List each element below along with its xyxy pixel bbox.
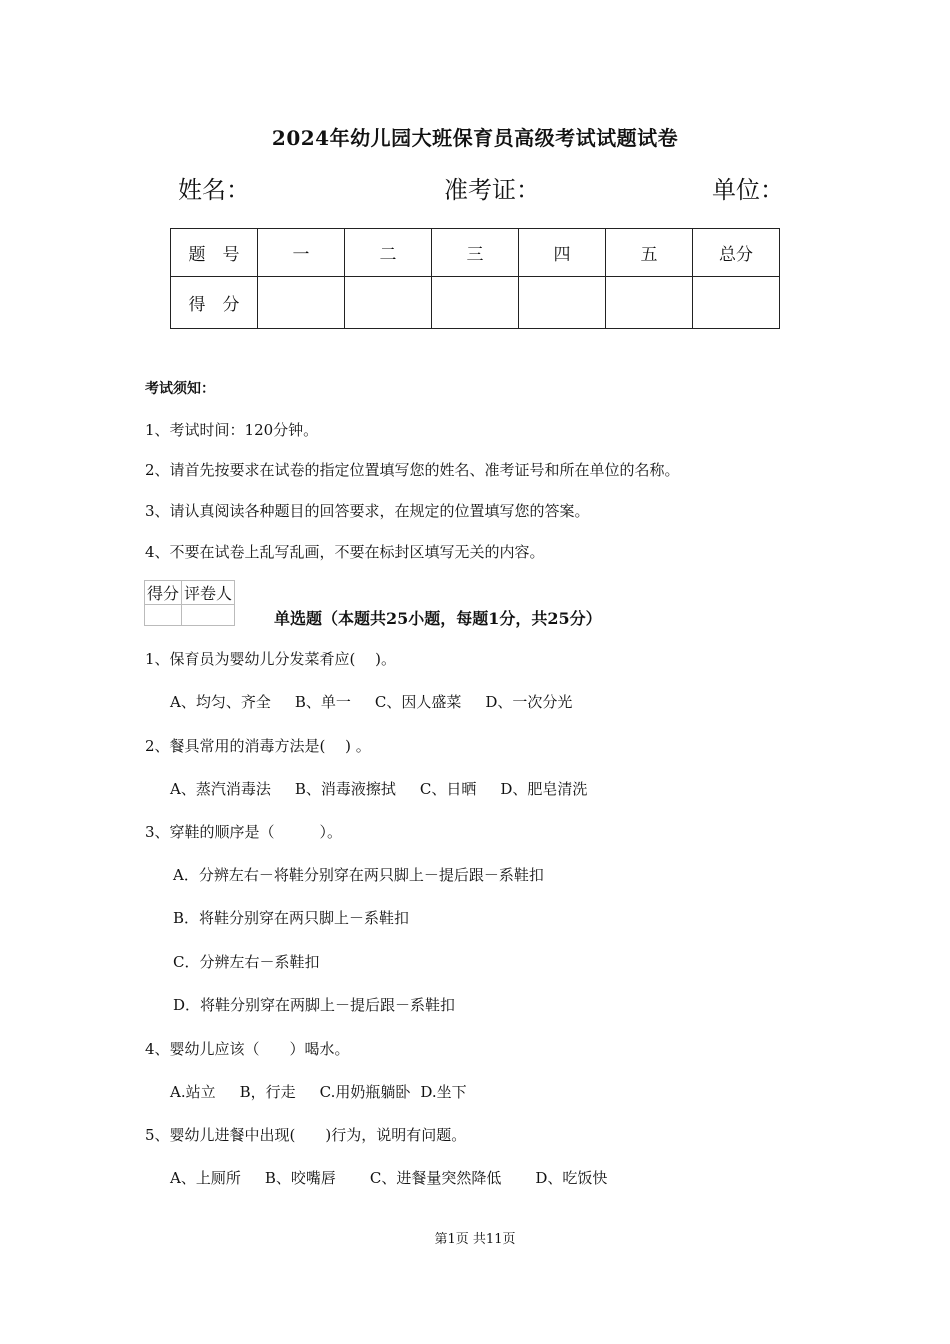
option: B，行走 xyxy=(239,1083,296,1101)
grader-reviewer-label: 评卷人 xyxy=(182,581,235,605)
question-options xyxy=(170,691,572,712)
option: A、蒸汽消毒法 xyxy=(170,780,271,798)
notice-item: 1、考试时间：120分钟。 xyxy=(145,421,319,439)
grader-score-label: 得分 xyxy=(145,581,182,605)
question-stem: 2、餐具常用的消毒方法是( ) 。 xyxy=(145,737,371,755)
column-header: 五 xyxy=(606,229,693,277)
option: D、一次分光 xyxy=(485,693,573,711)
option: B、咬嘴唇 xyxy=(264,1169,336,1187)
question-stem: 4、婴幼儿应该（ ）喝水。 xyxy=(145,1040,350,1058)
grader-box xyxy=(144,580,235,626)
option: B、消毒液擦拭 xyxy=(294,780,396,798)
exam-id-label: 准考证： xyxy=(444,176,540,204)
score-cell xyxy=(606,277,693,329)
score-table-header-row xyxy=(171,229,780,277)
option: D.坐下 xyxy=(420,1083,467,1101)
question-stem: 5、婴幼儿进餐中出现( )行为，说明有问题。 xyxy=(145,1126,467,1144)
score-table-score-row xyxy=(171,277,780,329)
option: B．将鞋分别穿在两只脚上－系鞋扣 xyxy=(173,909,410,927)
question-options xyxy=(170,1167,607,1188)
score-table xyxy=(170,228,780,329)
option: A.站立 xyxy=(170,1083,216,1101)
section-title: 单选题（本题共25小题，每题1分，共25分） xyxy=(274,609,602,628)
name-label: 姓名： xyxy=(178,176,250,204)
grader-reviewer-cell xyxy=(182,605,235,626)
score-cell xyxy=(519,277,606,329)
score-cell-total xyxy=(693,277,780,329)
option: C．分辨左右－系鞋扣 xyxy=(173,953,320,971)
option: B、单一 xyxy=(294,693,351,711)
option: A、上厕所 xyxy=(170,1169,241,1187)
option: D、吃饭快 xyxy=(535,1169,608,1187)
score-cell xyxy=(345,277,432,329)
column-header: 二 xyxy=(345,229,432,277)
option: C、日晒 xyxy=(419,780,477,798)
option: C、进餐量突然降低 xyxy=(369,1169,502,1187)
notice-item: 4、不要在试卷上乱写乱画，不要在标封区填写无关的内容。 xyxy=(145,543,545,561)
option: C.用奶瓶躺卧 xyxy=(319,1083,411,1101)
notice-item: 3、请认真阅读各种题目的回答要求，在规定的位置填写您的答案。 xyxy=(145,502,590,520)
column-header: 四 xyxy=(519,229,606,277)
notice-title: 考试须知： xyxy=(145,381,215,397)
question-stem: 1、保育员为婴幼儿分发菜肴应( )。 xyxy=(145,650,397,668)
option: A、均匀、齐全 xyxy=(170,693,271,711)
option: C、因人盛菜 xyxy=(374,693,462,711)
question-stem: 3、穿鞋的顺序是（ ）。 xyxy=(145,823,343,841)
column-header-total: 总分 xyxy=(693,229,780,277)
row-header-question-no: 题 号 xyxy=(171,229,258,277)
column-header: 一 xyxy=(258,229,345,277)
exam-title: 2024年幼儿园大班保育员高级考试试题试卷 xyxy=(271,126,679,150)
score-cell xyxy=(258,277,345,329)
grader-score-cell xyxy=(145,605,182,626)
candidate-info-row xyxy=(178,170,784,204)
notice-item: 2、请首先按要求在试卷的指定位置填写您的姓名、准考证号和所在单位的名称。 xyxy=(145,461,680,479)
row-header-score: 得 分 xyxy=(171,277,258,329)
question-options xyxy=(170,778,587,799)
option: A．分辨左右－将鞋分别穿在两只脚上－提后跟－系鞋扣 xyxy=(173,866,544,884)
column-header: 三 xyxy=(432,229,519,277)
score-cell xyxy=(432,277,519,329)
page-footer: 第1页 共11页 xyxy=(434,1232,516,1247)
option: D．将鞋分别穿在两脚上－提后跟－系鞋扣 xyxy=(173,996,456,1014)
option: D、肥皂清洗 xyxy=(500,780,588,798)
question-options xyxy=(170,1081,467,1102)
unit-label: 单位： xyxy=(712,176,784,204)
